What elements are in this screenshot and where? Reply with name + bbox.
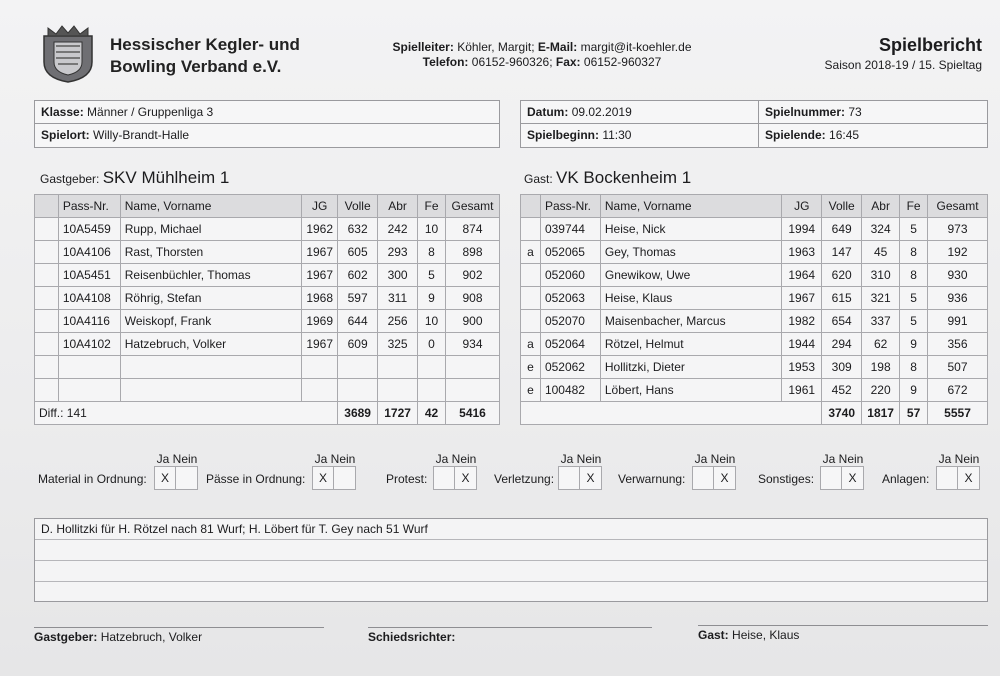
cell-pass xyxy=(58,379,120,402)
cell-name: Hollitzki, Dieter xyxy=(600,356,781,379)
cell-fe: 0 xyxy=(418,333,446,356)
cell-fe: 5 xyxy=(418,264,446,287)
datum-value: 09.02.2019 xyxy=(571,105,632,119)
cell-volle: 602 xyxy=(338,264,378,287)
check-label: Protest: xyxy=(386,472,428,486)
cell-jg: 1967 xyxy=(782,287,822,310)
cell-fe: 10 xyxy=(418,310,446,333)
cell-fe: 9 xyxy=(900,333,928,356)
cell-abr: 256 xyxy=(378,310,418,333)
cell-mark xyxy=(35,287,59,310)
column-header: Name, Vorname xyxy=(120,195,301,218)
cell-volle: 597 xyxy=(338,287,378,310)
cell-volle: 609 xyxy=(338,333,378,356)
cell-ges: 991 xyxy=(928,310,988,333)
spielnummer-label: Spielnummer: xyxy=(765,105,846,119)
check-boxes xyxy=(820,466,864,490)
check-boxes xyxy=(154,466,198,490)
cell-mark xyxy=(521,287,541,310)
cell-volle: 615 xyxy=(822,287,862,310)
fax-label: Fax: xyxy=(555,55,581,69)
check-boxes xyxy=(433,466,477,490)
host-signature xyxy=(34,630,202,644)
cell-volle xyxy=(338,379,378,402)
header-mark xyxy=(35,195,59,218)
cell-mark xyxy=(35,218,59,241)
column-header: Fe xyxy=(418,195,446,218)
cell-abr: 220 xyxy=(862,379,900,402)
cell-abr: 242 xyxy=(378,218,418,241)
cell-volle: 649 xyxy=(822,218,862,241)
ja-checkbox[interactable] xyxy=(820,466,842,490)
fax-value: 06152-960327 xyxy=(583,55,662,69)
cell-jg: 1982 xyxy=(782,310,822,333)
check-label: Verwarnung: xyxy=(618,472,686,486)
cell-pass: 052062 xyxy=(540,356,600,379)
beginn-value: 11:30 xyxy=(602,128,632,142)
cell-ges: 930 xyxy=(928,264,988,287)
guest-signature xyxy=(698,628,799,642)
tel-label: Telefon: xyxy=(422,55,469,69)
cell-jg: 1944 xyxy=(782,333,822,356)
table-header-row xyxy=(35,195,500,218)
remark-line[interactable] xyxy=(35,582,987,603)
cell-abr xyxy=(378,379,418,402)
cell-name: Weiskopf, Frank xyxy=(120,310,301,333)
cell-name: Gnewikow, Uwe xyxy=(600,264,781,287)
cell-volle: 147 xyxy=(822,241,862,264)
datum-label: Datum: xyxy=(527,105,569,119)
diff-cell xyxy=(521,402,822,425)
leiter-label: Spielleiter: xyxy=(392,40,454,54)
document-title xyxy=(825,35,982,72)
cell-pass: 052063 xyxy=(540,287,600,310)
cell-pass: 10A4108 xyxy=(58,287,120,310)
remark-line[interactable] xyxy=(35,540,987,561)
cell-abr: 293 xyxy=(378,241,418,264)
cell-name: Heise, Nick xyxy=(600,218,781,241)
ja-nein-header: Ja Nein xyxy=(314,452,356,466)
player-row xyxy=(521,264,988,287)
cell-ges xyxy=(445,379,499,402)
cell-jg: 1994 xyxy=(782,218,822,241)
cell-jg: 1961 xyxy=(782,379,822,402)
cell-mark xyxy=(35,310,59,333)
referee-signature xyxy=(368,630,455,644)
cell-mark: a xyxy=(521,241,541,264)
cell-abr: 337 xyxy=(862,310,900,333)
total-ges: 5557 xyxy=(928,402,988,425)
cell-pass: 100482 xyxy=(540,379,600,402)
cell-pass: 10A4116 xyxy=(58,310,120,333)
diff-cell: Diff.: 141 xyxy=(35,402,338,425)
cell-ges: 902 xyxy=(445,264,499,287)
cell-abr: 198 xyxy=(862,356,900,379)
remarks-box xyxy=(34,518,988,602)
cell-mark xyxy=(35,241,59,264)
cell-jg: 1953 xyxy=(782,356,822,379)
home-label: Gastgeber: xyxy=(40,172,100,186)
player-row xyxy=(521,287,988,310)
cell-jg: 1968 xyxy=(302,287,338,310)
cell-volle: 452 xyxy=(822,379,862,402)
association-logo xyxy=(38,22,98,84)
host-sig-label: Gastgeber: xyxy=(34,630,98,644)
cell-mark xyxy=(35,333,59,356)
remark-line[interactable] xyxy=(35,561,987,582)
org-line-1: Hessischer Kegler- und xyxy=(110,35,300,54)
cell-pass: 10A5451 xyxy=(58,264,120,287)
doc-title: Spielbericht xyxy=(878,35,982,55)
ja-checkbox[interactable] xyxy=(692,466,714,490)
home-team-title xyxy=(40,168,229,188)
cell-ges: 934 xyxy=(445,333,499,356)
player-row xyxy=(35,333,500,356)
nein-checkbox[interactable]: X xyxy=(958,466,980,490)
guest-team-title xyxy=(524,168,691,188)
spielnummer-value: 73 xyxy=(848,105,862,119)
cell-ges: 672 xyxy=(928,379,988,402)
cell-abr: 310 xyxy=(862,264,900,287)
cell-ges: 973 xyxy=(928,218,988,241)
column-header: Pass-Nr. xyxy=(58,195,120,218)
column-header: Name, Vorname xyxy=(600,195,781,218)
guest-sig-label: Gast: xyxy=(698,628,729,642)
cell-pass: 10A4106 xyxy=(58,241,120,264)
ende-label: Spielende: xyxy=(765,128,826,142)
cell-volle: 309 xyxy=(822,356,862,379)
cell-volle: 620 xyxy=(822,264,862,287)
check-label: Anlagen: xyxy=(882,472,930,486)
crest-icon xyxy=(38,22,98,84)
cell-fe: 5 xyxy=(900,310,928,333)
cell-ges: 356 xyxy=(928,333,988,356)
cell-jg: 1964 xyxy=(782,264,822,287)
check-boxes xyxy=(558,466,602,490)
player-row xyxy=(35,264,500,287)
cell-jg: 1967 xyxy=(302,264,338,287)
column-header: Gesamt xyxy=(928,195,988,218)
spielort-label: Spielort: xyxy=(41,128,90,142)
referee-sig-label: Schiedsrichter: xyxy=(368,630,456,644)
column-header: Volle xyxy=(822,195,862,218)
check-label: Material in Ordnung: xyxy=(38,472,147,486)
cell-abr: 324 xyxy=(862,218,900,241)
column-header: Abr xyxy=(862,195,900,218)
klasse-label: Klasse: xyxy=(41,105,84,119)
check-boxes xyxy=(312,466,356,490)
cell-jg xyxy=(302,379,338,402)
guest-label: Gast: xyxy=(524,172,553,186)
ja-nein-header: Ja Nein xyxy=(156,452,198,466)
cell-name: Löbert, Hans xyxy=(600,379,781,402)
cell-fe: 9 xyxy=(900,379,928,402)
player-row xyxy=(35,287,500,310)
total-fe: 42 xyxy=(418,402,446,425)
remark-line[interactable]: D. Hollitzki für H. Rötzel nach 81 Wurf; H. Löbert für T. Gey nach 51 Wurf xyxy=(35,519,987,540)
nein-checkbox[interactable] xyxy=(334,466,356,490)
cell-pass: 052065 xyxy=(540,241,600,264)
cell-pass: 10A4102 xyxy=(58,333,120,356)
column-header: Gesamt xyxy=(445,195,499,218)
player-row xyxy=(35,356,500,379)
cell-abr: 321 xyxy=(862,287,900,310)
ja-nein-header: Ja Nein xyxy=(938,452,980,466)
cell-fe: 8 xyxy=(900,264,928,287)
cell-fe: 8 xyxy=(900,356,928,379)
cell-mark xyxy=(521,218,541,241)
header-mark xyxy=(521,195,541,218)
email-value: margit@it-koehler.de xyxy=(580,40,692,54)
player-row xyxy=(521,356,988,379)
player-row xyxy=(35,218,500,241)
cell-abr: 45 xyxy=(862,241,900,264)
ja-nein-header: Ja Nein xyxy=(694,452,736,466)
check-boxes xyxy=(936,466,980,490)
cell-fe: 9 xyxy=(418,287,446,310)
cell-fe: 8 xyxy=(418,241,446,264)
cell-jg: 1967 xyxy=(302,333,338,356)
cell-name: Röhrig, Stefan xyxy=(120,287,301,310)
ja-checkbox[interactable] xyxy=(936,466,958,490)
org-line-2: Bowling Verband e.V. xyxy=(110,57,282,76)
cell-mark xyxy=(35,356,59,379)
checklist xyxy=(0,450,1000,500)
email-label: E-Mail: xyxy=(537,40,578,54)
player-row xyxy=(521,333,988,356)
column-header: Abr xyxy=(378,195,418,218)
total-ges: 5416 xyxy=(445,402,499,425)
cell-name: Reisenbüchler, Thomas xyxy=(120,264,301,287)
cell-pass: 10A5459 xyxy=(58,218,120,241)
cell-jg: 1963 xyxy=(782,241,822,264)
cell-mark: a xyxy=(521,333,541,356)
cell-abr: 300 xyxy=(378,264,418,287)
cell-ges: 908 xyxy=(445,287,499,310)
cell-mark xyxy=(521,264,541,287)
cell-volle: 605 xyxy=(338,241,378,264)
cell-fe xyxy=(418,379,446,402)
total-abr: 1727 xyxy=(378,402,418,425)
cell-pass: 052064 xyxy=(540,333,600,356)
host-sig-value: Hatzebruch, Volker xyxy=(100,630,203,644)
player-row xyxy=(521,310,988,333)
contact-info xyxy=(392,40,692,70)
nein-checkbox[interactable]: X xyxy=(580,466,602,490)
cell-name xyxy=(120,379,301,402)
cell-ges: 192 xyxy=(928,241,988,264)
match-info-left xyxy=(34,100,500,148)
cell-pass xyxy=(58,356,120,379)
cell-name: Gey, Thomas xyxy=(600,241,781,264)
cell-pass: 039744 xyxy=(540,218,600,241)
nein-checkbox[interactable]: X xyxy=(842,466,864,490)
ja-nein-header: Ja Nein xyxy=(822,452,864,466)
cell-abr xyxy=(378,356,418,379)
cell-abr: 62 xyxy=(862,333,900,356)
totals-row xyxy=(35,402,500,425)
cell-jg: 1969 xyxy=(302,310,338,333)
cell-volle: 294 xyxy=(822,333,862,356)
cell-fe: 10 xyxy=(418,218,446,241)
cell-name: Rupp, Michael xyxy=(120,218,301,241)
nein-checkbox[interactable] xyxy=(176,466,198,490)
cell-volle xyxy=(338,356,378,379)
total-abr: 1817 xyxy=(862,402,900,425)
guest-score-table xyxy=(520,194,988,425)
cell-pass: 052070 xyxy=(540,310,600,333)
ja-checkbox[interactable] xyxy=(558,466,580,490)
column-header: Volle xyxy=(338,195,378,218)
tel-value: 06152-960326; xyxy=(471,55,553,69)
cell-mark xyxy=(521,310,541,333)
totals-row xyxy=(521,402,988,425)
cell-ges: 936 xyxy=(928,287,988,310)
check-label: Pässe in Ordnung: xyxy=(206,472,306,486)
player-row xyxy=(521,241,988,264)
home-score-table xyxy=(34,194,500,425)
leiter-value: Köhler, Margit; xyxy=(457,40,535,54)
cell-fe: 8 xyxy=(900,241,928,264)
column-header: Pass-Nr. xyxy=(540,195,600,218)
cell-name: Hatzebruch, Volker xyxy=(120,333,301,356)
cell-fe: 5 xyxy=(900,218,928,241)
total-volle: 3689 xyxy=(338,402,378,425)
cell-mark xyxy=(35,379,59,402)
ja-checkbox[interactable]: X xyxy=(312,466,334,490)
nein-checkbox[interactable]: X xyxy=(455,466,477,490)
cell-ges: 507 xyxy=(928,356,988,379)
player-row xyxy=(35,379,500,402)
cell-name: Rötzel, Helmut xyxy=(600,333,781,356)
cell-mark: e xyxy=(521,379,541,402)
cell-fe xyxy=(418,356,446,379)
cell-volle: 644 xyxy=(338,310,378,333)
nein-checkbox[interactable]: X xyxy=(714,466,736,490)
cell-ges: 874 xyxy=(445,218,499,241)
player-row xyxy=(521,379,988,402)
ja-checkbox[interactable]: X xyxy=(154,466,176,490)
cell-volle: 632 xyxy=(338,218,378,241)
cell-ges: 898 xyxy=(445,241,499,264)
cell-name: Rast, Thorsten xyxy=(120,241,301,264)
check-boxes xyxy=(692,466,736,490)
table-header-row xyxy=(521,195,988,218)
cell-mark: e xyxy=(521,356,541,379)
cell-ges: 900 xyxy=(445,310,499,333)
check-label: Sonstiges: xyxy=(758,472,815,486)
ja-checkbox[interactable] xyxy=(433,466,455,490)
player-row xyxy=(35,241,500,264)
check-label: Verletzung: xyxy=(494,472,555,486)
cell-pass: 052060 xyxy=(540,264,600,287)
cell-jg xyxy=(302,356,338,379)
guest-sig-value: Heise, Klaus xyxy=(732,628,800,642)
cell-name xyxy=(120,356,301,379)
spielort-value: Willy-Brandt-Halle xyxy=(93,128,190,142)
total-fe: 57 xyxy=(900,402,928,425)
cell-abr: 325 xyxy=(378,333,418,356)
column-header: JG xyxy=(782,195,822,218)
cell-jg: 1967 xyxy=(302,241,338,264)
klasse-value: Männer / Gruppenliga 3 xyxy=(87,105,214,119)
cell-name: Maisenbacher, Marcus xyxy=(600,310,781,333)
cell-name: Heise, Klaus xyxy=(600,287,781,310)
column-header: Fe xyxy=(900,195,928,218)
ja-nein-header: Ja Nein xyxy=(560,452,602,466)
cell-jg: 1962 xyxy=(302,218,338,241)
cell-fe: 5 xyxy=(900,287,928,310)
total-volle: 3740 xyxy=(822,402,862,425)
match-info-right xyxy=(520,100,988,148)
player-row xyxy=(521,218,988,241)
guest-team-name: VK Bockenheim 1 xyxy=(556,168,692,187)
organization-name xyxy=(110,34,300,78)
cell-volle: 654 xyxy=(822,310,862,333)
player-row xyxy=(35,310,500,333)
doc-subtitle: Saison 2018-19 / 15. Spieltag xyxy=(824,58,982,72)
column-header: JG xyxy=(302,195,338,218)
ja-nein-header: Ja Nein xyxy=(435,452,477,466)
beginn-label: Spielbeginn: xyxy=(527,128,599,142)
cell-ges xyxy=(445,356,499,379)
ende-value: 16:45 xyxy=(829,128,860,142)
cell-abr: 311 xyxy=(378,287,418,310)
cell-mark xyxy=(35,264,59,287)
home-team-name: SKV Mühlheim 1 xyxy=(102,168,230,187)
